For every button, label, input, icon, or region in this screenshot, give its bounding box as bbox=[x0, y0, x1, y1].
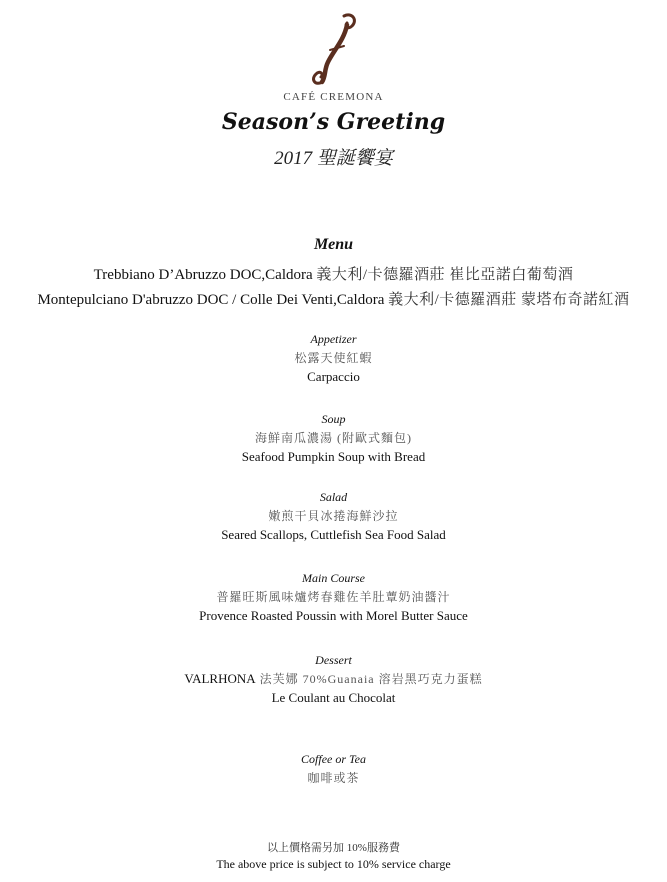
violin-f-hole-logo-icon bbox=[300, 10, 370, 88]
course-name-zh: 海鮮南瓜濃湯 (附歐式麵包) bbox=[255, 431, 412, 445]
wine-name-en: Montepulciano D'abruzzo DOC / Colle Dei Venti,Caldora bbox=[37, 292, 385, 308]
course-title: Main Course bbox=[302, 571, 365, 585]
wine-white bbox=[0, 263, 667, 284]
course-name-en: Seared Scallops, Cuttlefish Sea Food Salad bbox=[221, 527, 446, 542]
course-title: Soup bbox=[321, 412, 346, 426]
course-name-en: Carpaccio bbox=[307, 369, 360, 384]
dessert-name-zh: 法芙娜 70%Guanaia 溶岩黑巧克力蛋糕 bbox=[259, 672, 483, 686]
footer-note-zh: 以上價格需另加 10%服務費 bbox=[267, 842, 400, 854]
event-subtitle: 2017 聖誕饗宴 bbox=[274, 148, 393, 169]
course-salad bbox=[0, 488, 667, 544]
course-appetizer bbox=[0, 330, 667, 386]
footer-note-en: The above price is subject to 10% service charge bbox=[216, 857, 451, 871]
course-name-en: Seafood Pumpkin Soup with Bread bbox=[241, 449, 426, 464]
wine-red bbox=[0, 288, 667, 309]
course-title: Coffee or Tea bbox=[301, 752, 366, 766]
course-name-zh: 嫩煎干貝冰捲海鮮沙拉 bbox=[268, 509, 399, 523]
course-soup bbox=[0, 410, 667, 466]
course-title: Appetizer bbox=[310, 332, 357, 346]
course-name-zh: 普羅旺斯風味爐烤春雞佐羊肚蕈奶油醬汁 bbox=[216, 590, 451, 604]
course-title: Salad bbox=[319, 490, 348, 504]
greeting-title: Season’s Greeting bbox=[221, 109, 446, 135]
service-charge-note bbox=[0, 840, 667, 872]
course-name-zh: 咖啡或茶 bbox=[307, 771, 360, 785]
course-dessert bbox=[0, 651, 667, 707]
course-name-en: Le Coulant au Chocolat bbox=[271, 690, 396, 705]
course-main bbox=[0, 569, 667, 625]
wine-name-zh: 義大利/卡德羅酒莊 崔比亞諾白葡萄酒 bbox=[316, 267, 574, 283]
course-beverage bbox=[0, 750, 667, 788]
menu-heading: Menu bbox=[313, 236, 354, 253]
course-name-en: Provence Roasted Poussin with Morel Butter Sauce bbox=[199, 608, 468, 623]
course-name-zh: 松露天使紅蝦 bbox=[294, 351, 373, 365]
course-name-zh bbox=[0, 669, 667, 689]
wine-name-zh: 義大利/卡德羅酒莊 蒙塔布奇諾紅酒 bbox=[388, 292, 630, 308]
course-title: Dessert bbox=[315, 653, 352, 667]
brand-name: CAFÉ CREMONA bbox=[283, 91, 384, 103]
brand-prefix: VALRHONA bbox=[184, 671, 256, 686]
wine-name-en: Trebbiano D’Abruzzo DOC,Caldora bbox=[93, 267, 313, 283]
